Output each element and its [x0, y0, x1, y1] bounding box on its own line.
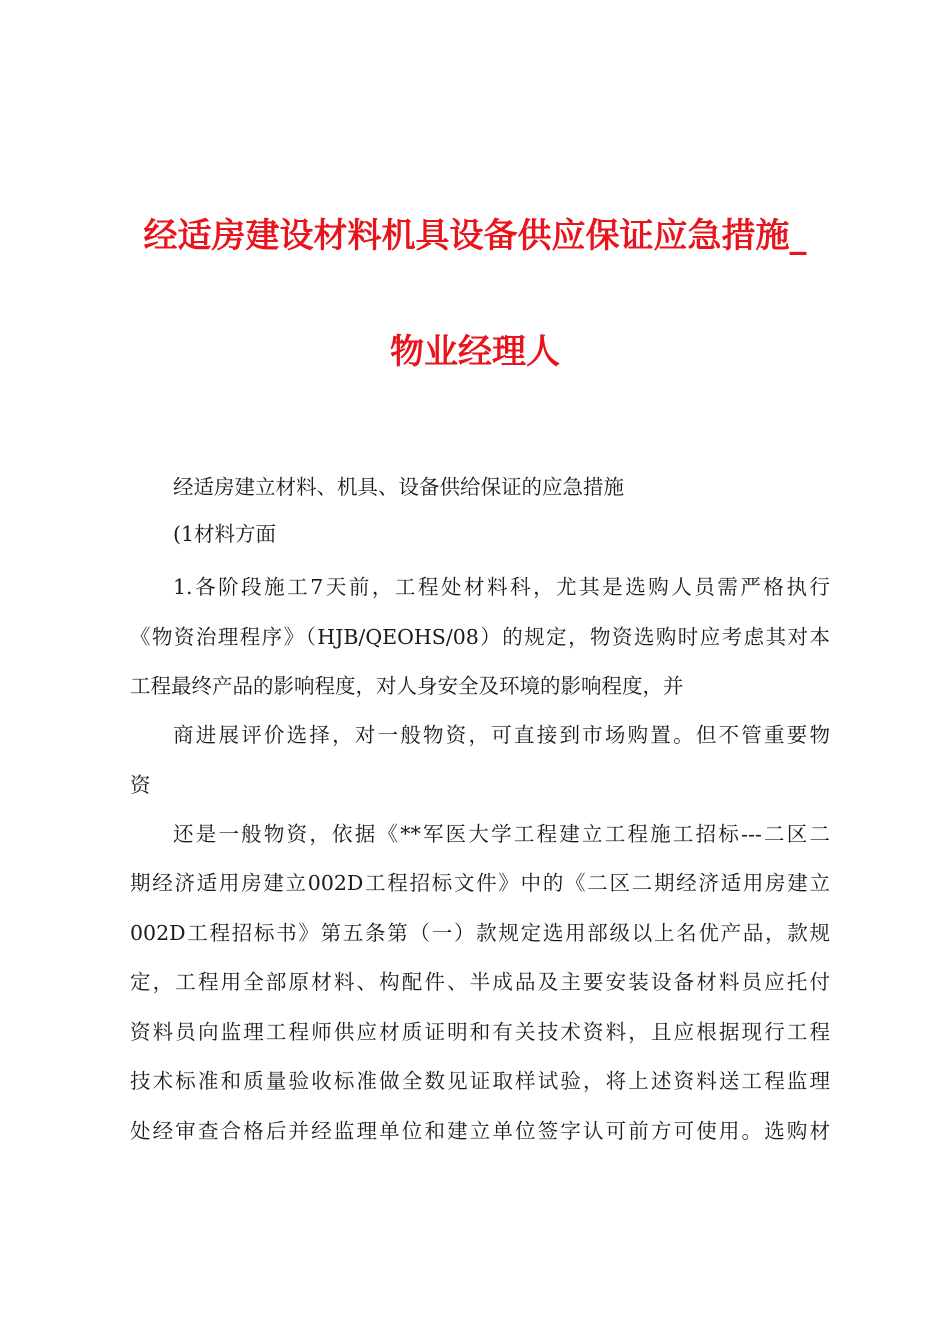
paragraph-line: 处经审查合格后并经监理单位和建立单位签字认可前方可使用。选购材 — [130, 1119, 830, 1143]
paragraph-line: 1.各阶段施工7天前，工程处材料科，尤其是选购人员需严格执行 — [173, 575, 830, 599]
paragraph-line: 002D工程招标书》第五条第（一）款规定选用部级以上名优产品，款规 — [130, 921, 830, 945]
document-title-line-2: 物业经理人 — [390, 332, 560, 372]
paragraph-line: 资 — [130, 773, 151, 797]
paragraph-line: 还是一般物资，依据《**军医大学工程建立工程施工招标---二区二 — [173, 822, 830, 846]
subsection-heading: (1材料方面 — [173, 522, 277, 546]
section-heading: 经适房建立材料、机具、设备供给保证的应急措施 — [173, 475, 624, 499]
document-title-line-1: 经适房建设材料机具设备供应保证应急措施_ — [143, 216, 807, 256]
paragraph-line: 期经济适用房建立002D工程招标文件》中的《二区二期经济适用房建立 — [130, 871, 830, 895]
paragraph-line: 定，工程用全部原材料、构配件、半成品及主要安装设备材料员应托付 — [130, 970, 830, 994]
paragraph-line: 《物资治理程序》（HJB/QEOHS/08）的规定，物资选购时应考虑其对本 — [130, 625, 830, 649]
paragraph-line: 资料员向监理工程师供应材质证明和有关技术资料，且应根据现行工程 — [130, 1020, 830, 1044]
paragraph-line: 商进展评价选择，对一般物资，可直接到市场购置。但不管重要物 — [173, 723, 830, 747]
paragraph-line: 技术标准和质量验收标准做全数见证取样试验，将上述资料送工程监理 — [130, 1069, 830, 1093]
paragraph-line: 工程最终产品的影响程度，对人身安全及环境的影响程度，并 — [130, 674, 684, 698]
